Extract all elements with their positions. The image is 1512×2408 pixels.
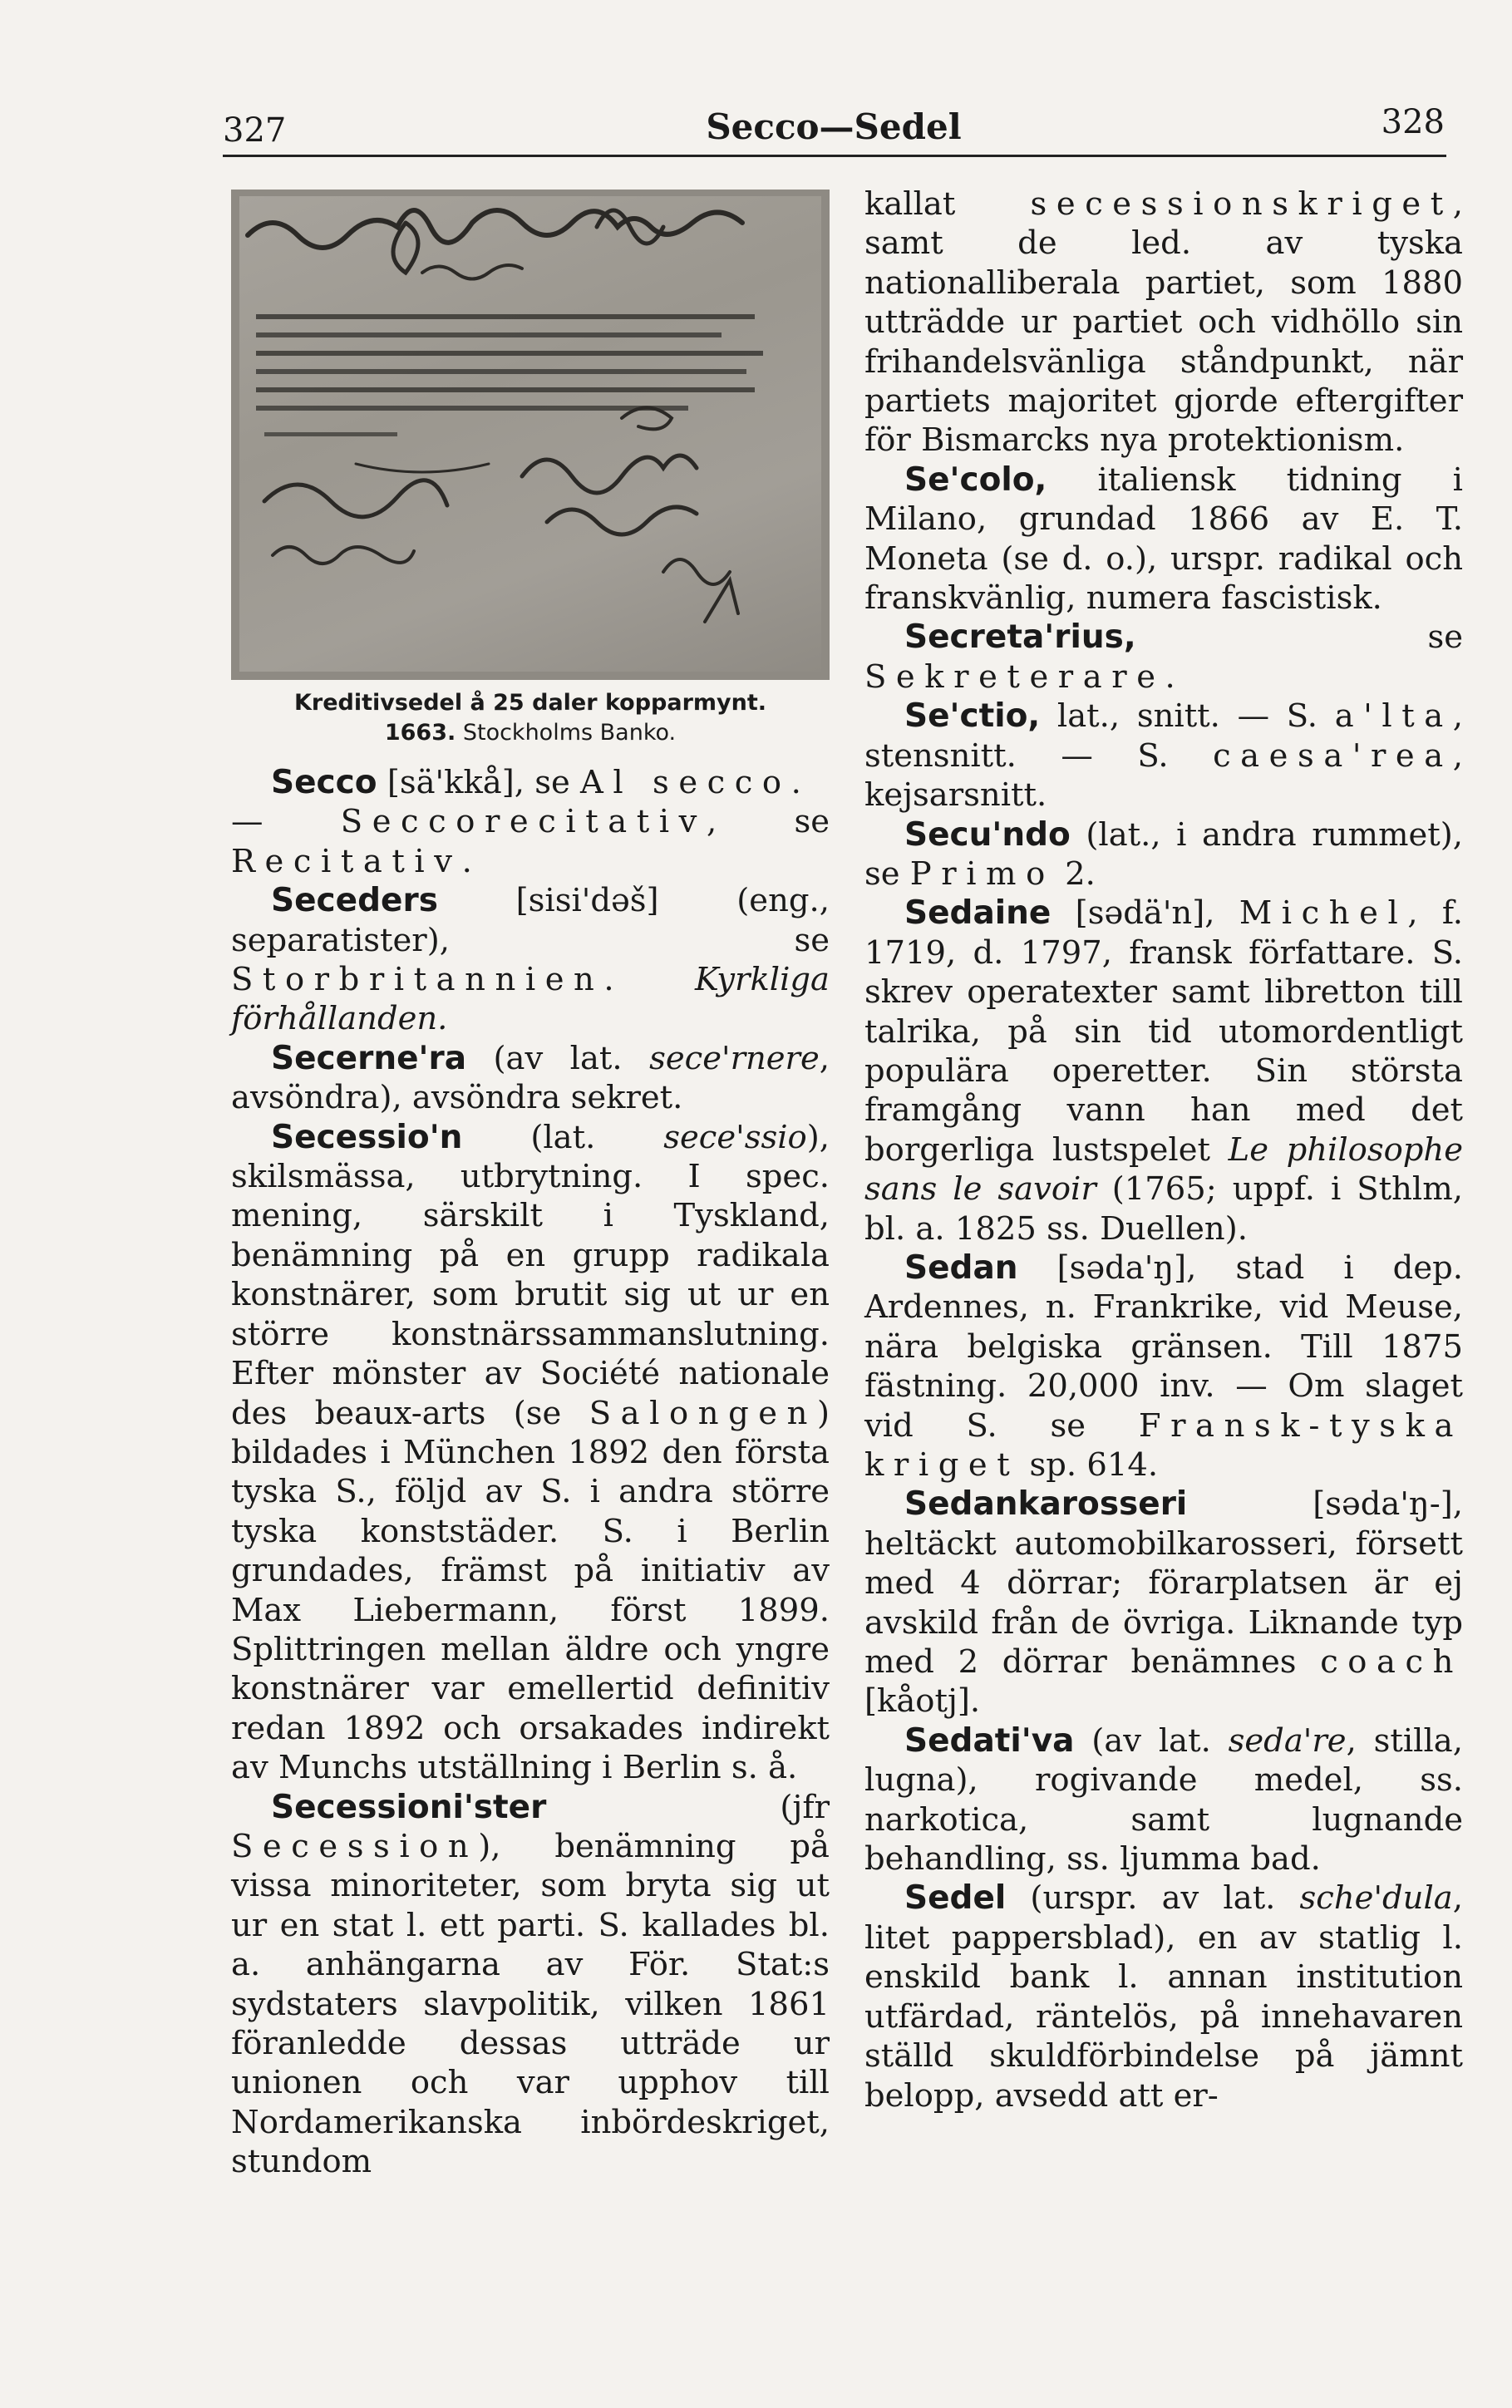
italic-text: Kyrkliga förhållanden.	[231, 961, 830, 1038]
page-header	[223, 91, 1445, 158]
entry-sedan	[864, 1248, 1463, 1485]
entry-text: lat., snitt. — S.	[1040, 697, 1335, 736]
entry-text: ) bildades i München 1892 den första tyska S., följd av S. i andra större tyska konststäder. S. i Berlin grundades, främst på initiativ av Max Liebermann, först 1899. Splittringen mellan äldre och yngre konstnärer var emellertid definitiv redan 1892 och orsakades indirekt av Munchs utställning i Berlin s. å.	[231, 1394, 830, 1787]
entry-text: [kåotj].	[864, 1682, 981, 1721]
italic-text: sche'dula	[1299, 1879, 1453, 1918]
headword: Se'ctio,	[904, 697, 1041, 736]
italic-text: seda're	[1228, 1721, 1347, 1760]
entry-text: [sisi'dəš] (eng., separatister), se	[231, 882, 830, 959]
cross-reference: secessionskriget	[1030, 185, 1453, 223]
entry-text: .	[790, 764, 801, 801]
entry-text: , samt de led. av tyska nationalliberala partiet, som 1880 utträdde ur partiet och vidhöllo sin frihandelsvänliga ståndpunkt, när partiets majoritet gjorde eftergifter för Bismarcks nya protektionism.	[864, 185, 1463, 460]
entry-text: sp. 614.	[1019, 1446, 1159, 1484]
caption-line-1: Kreditivsedel å 25 daler kopparmynt.	[293, 690, 767, 716]
entry-text: , f. 1719, d. 1797, fransk författare. S. skrev operatexter samt libretton till talrika, på sin tid utomordentligt populära operetter. Sin största framgång vann han med det borgerliga lustspelet	[864, 894, 1463, 1169]
cross-reference: Storbritannien	[231, 961, 604, 999]
italic-text: sece'rnere	[649, 1039, 820, 1077]
cross-reference: a'lta	[1334, 697, 1453, 736]
entry-text: italiensk tidning i Milano, grundad 1866 av E. T. Moneta (se d. o.), urspr. radikal och franskvänlig, numera fascistisk.	[864, 460, 1463, 618]
italic-text: Le philosophe sans le savoir	[864, 1130, 1464, 1209]
entry-text: (av lat.	[1074, 1721, 1229, 1760]
entry-text: [səda'ŋ-], heltäckt automobilkarosseri, försett med 4 dörrar; förarplatsen är ej avskild från de övriga. Liknande typ med 2 dörrar benämnes	[864, 1485, 1463, 1682]
entry-text: , se	[706, 803, 830, 841]
handwriting-image	[231, 190, 830, 680]
running-title: Secco—Sedel	[706, 106, 962, 147]
page-number-right: 328	[1381, 103, 1445, 141]
entry-text: .	[1165, 657, 1175, 696]
entry-text: (urspr. av lat.	[1006, 1879, 1300, 1918]
entry-secession	[231, 1118, 830, 1788]
entry-text: [sədä'n],	[1051, 894, 1239, 933]
entry-text: se	[1135, 618, 1463, 657]
entry-secolo	[864, 460, 1463, 618]
headword: Se'colo,	[904, 460, 1047, 499]
entry-sedativa	[864, 1721, 1463, 1879]
entry-text: kallat	[864, 185, 1031, 223]
headword: Secessioni'ster	[271, 1788, 547, 1826]
entry-seccorecitativ	[231, 802, 830, 881]
cross-reference: Recitativ	[231, 842, 462, 880]
headword: Sedati'va	[904, 1721, 1075, 1760]
page-number-left: 327	[223, 111, 287, 150]
header-rule	[223, 155, 1446, 157]
entry-text: , litet pappersblad), en av statlig l. enskild bank l. annan institution utfärdad, räntelös, på innehavaren ställd skuldförbindelse på jämnt belopp, avsedd att er-	[864, 1879, 1463, 2115]
entry-text: .	[603, 961, 695, 999]
entry-text: (1765; uppf. i Sthlm, bl. a. 1825 ss. Duellen).	[864, 1170, 1463, 1248]
entry-text: , stilla, lugna), rogivande medel, ss. narkotica, samt lugnande behandling, ss. ljumma bad.	[864, 1721, 1463, 1879]
entry-sedaine	[864, 894, 1463, 1248]
entry-continuation	[864, 185, 1463, 460]
headword: Seceders	[271, 882, 438, 920]
figure-caption	[231, 688, 830, 748]
entry-text: , stensnitt. — S.	[864, 697, 1463, 775]
entry-text: (av lat.	[466, 1039, 650, 1077]
headword: Secu'ndo	[904, 815, 1071, 854]
entry-text: (jfr	[546, 1788, 830, 1826]
headword: Secco	[271, 764, 377, 801]
cross-reference: caesa'rea	[1213, 736, 1453, 775]
cross-reference: Seccorecitativ	[340, 803, 707, 841]
cross-reference: coach	[1320, 1643, 1463, 1682]
entry-secessionister	[231, 1788, 830, 2182]
cross-reference: Sekreterare	[864, 657, 1165, 696]
entry-text: [sä'kkå], se	[377, 764, 581, 801]
entry-secco	[231, 763, 830, 802]
entry-text: (lat., i andra rummet), se	[864, 815, 1463, 893]
cross-reference: Secession	[231, 1827, 479, 1865]
entry-text: .	[461, 842, 472, 880]
cross-reference: Al secco	[580, 764, 791, 801]
cross-reference: Salongen	[589, 1394, 817, 1432]
entry-text: ), benämning på vissa minoriteter, som bryta sig ut ur en stat l. ett parti. S. kallades bl. a. anhängarna av För. Stat:s sydstaters slavpolitik, vilken 1861 föranledde dessas utträde ur unionen och var upphov till Nordamerikanska inbördeskriget, stundom	[231, 1827, 830, 2181]
entry-text: 2.	[1054, 854, 1096, 893]
entry-text: —	[231, 803, 341, 841]
italic-text: sece'ssio	[663, 1118, 807, 1156]
entry-seceders	[231, 881, 830, 1039]
caption-place: Stockholms Banko.	[462, 720, 677, 746]
cross-reference: Primo	[909, 854, 1055, 893]
right-column	[864, 185, 1463, 2115]
headword: Sedan	[904, 1248, 1018, 1287]
headword: Sedankarosseri	[904, 1485, 1188, 1524]
entry-sectio	[864, 697, 1463, 815]
headword: Sedel	[904, 1879, 1007, 1918]
entry-secundo	[864, 815, 1463, 894]
left-column	[231, 185, 830, 2182]
entry-sedel	[864, 1879, 1463, 2115]
entry-sedankarosseri	[864, 1485, 1463, 1721]
banknote-illustration	[231, 190, 830, 680]
entry-text: (lat.	[462, 1118, 664, 1156]
entry-text: , avsöndra), avsöndra sekret.	[231, 1039, 830, 1117]
entry-text: , kejsarsnitt.	[864, 736, 1463, 815]
cross-reference: Michel	[1239, 894, 1408, 933]
caption-year: 1663.	[384, 720, 456, 746]
headword: Secerne'ra	[271, 1039, 467, 1077]
headword: Secessio'n	[271, 1118, 463, 1156]
entry-text: [səda'ŋ], stad i dep. Ardennes, n. Frankrike, vid Meuse, nära belgiska gränsen. Till 1875 fästning. 20,000 inv. — Om slaget vid S. se	[864, 1248, 1463, 1445]
entry-secernera	[231, 1039, 830, 1118]
headword: Sedaine	[904, 894, 1052, 933]
entry-text: ), skilsmässa, utbrytning. I spec. mening, särskilt i Tyskland, benämning på en grupp radikala konstnärer, som brutit sig ut ur en större konstnärssammanslutning. Efter mönster av Société nationale des beaux-arts (se	[231, 1118, 830, 1432]
entry-secretarius	[864, 618, 1463, 697]
headword: Secreta'rius,	[904, 618, 1136, 657]
cross-reference: Fransk-tyska kriget	[864, 1406, 1463, 1484]
